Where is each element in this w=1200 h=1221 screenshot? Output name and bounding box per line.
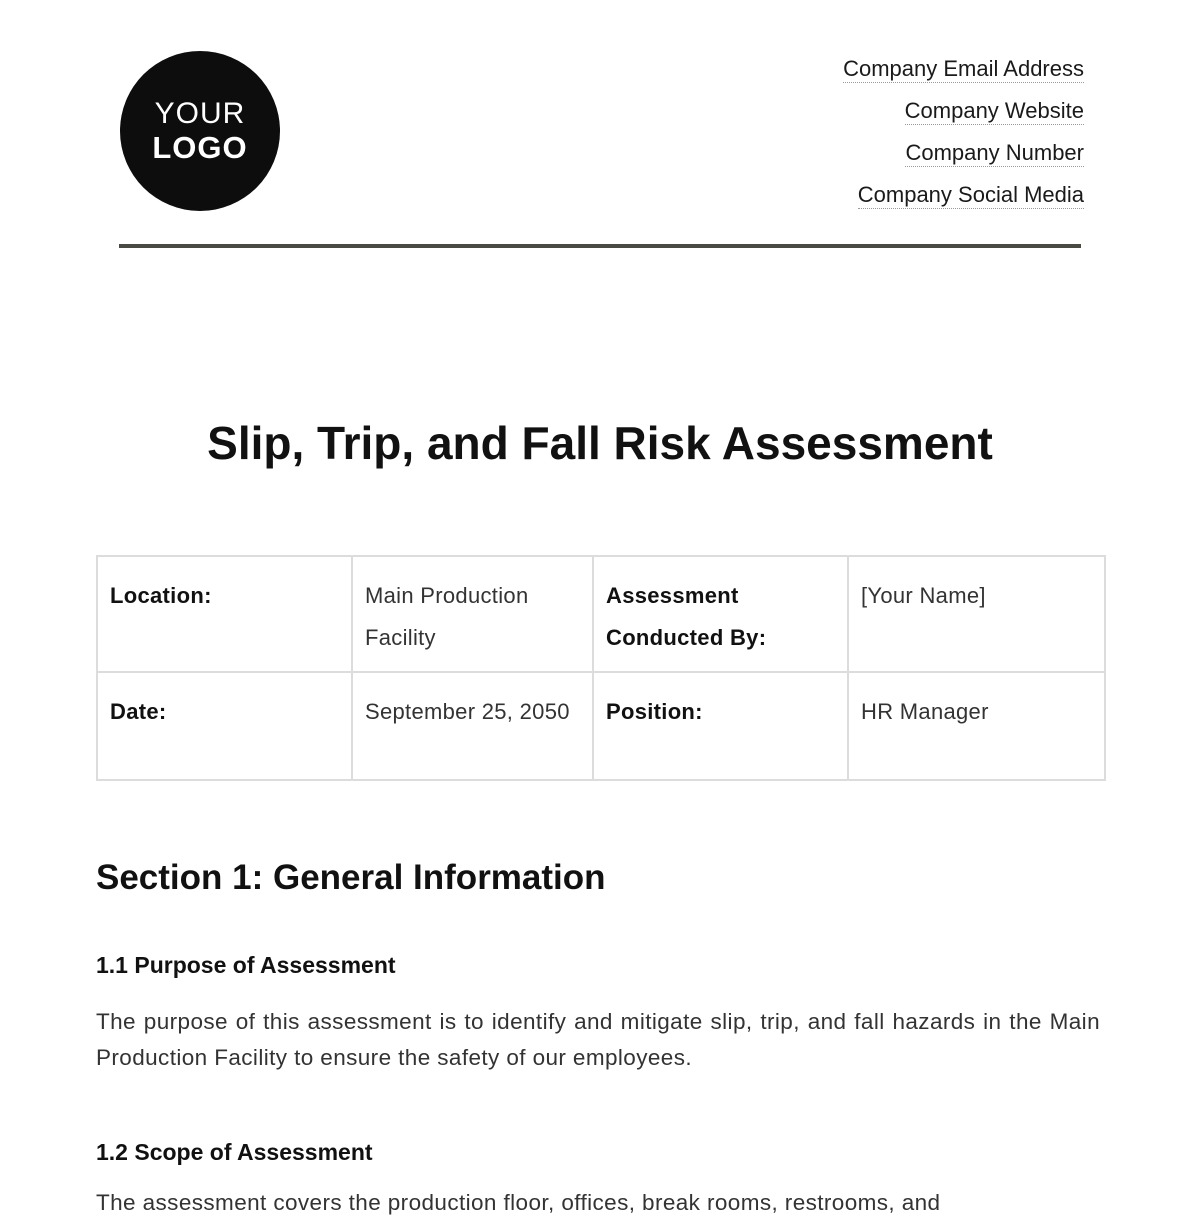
company-contact-block: [843, 55, 1084, 223]
document-title: Slip, Trip, and Fall Risk Assessment: [207, 417, 993, 469]
purpose-heading: 1.1 Purpose of Assessment: [96, 952, 396, 978]
date-value[interactable]: September 25, 2050: [352, 672, 593, 780]
header-divider: [119, 244, 1081, 248]
section-1-heading: Section 1: General Information: [96, 858, 606, 897]
company-social-media-link[interactable]: Company Social Media: [857, 182, 1084, 207]
table-row: [97, 672, 1105, 780]
logo-text-line1: YOUR: [154, 97, 246, 130]
location-label: Location:: [97, 556, 352, 672]
table-row: [97, 556, 1105, 672]
purpose-paragraph: The purpose of this assessment is to identify and mitigate slip, trip, and fall hazards in the Main Production Facility to ensure the safety of our employees.: [96, 1009, 1100, 1070]
position-value[interactable]: HR Manager: [848, 672, 1105, 780]
assessment-info-table: [96, 555, 1106, 781]
position-label: Position:: [593, 672, 848, 780]
conducted-by-label: Assessment Conducted By:: [593, 556, 848, 672]
company-website-link[interactable]: Company Website: [904, 98, 1084, 123]
company-number-link[interactable]: Company Number: [905, 140, 1084, 165]
location-value[interactable]: Main Production Facility: [352, 556, 593, 672]
company-logo: [120, 51, 280, 211]
scope-paragraph: The assessment covers the production floor, offices, break rooms, restrooms, and: [96, 1190, 941, 1215]
conducted-by-value[interactable]: [Your Name]: [848, 556, 1105, 672]
date-label: Date:: [97, 672, 352, 780]
company-email-link[interactable]: Company Email Address: [843, 56, 1084, 81]
logo-text-line2: LOGO: [152, 130, 248, 165]
scope-heading: 1.2 Scope of Assessment: [96, 1139, 373, 1165]
